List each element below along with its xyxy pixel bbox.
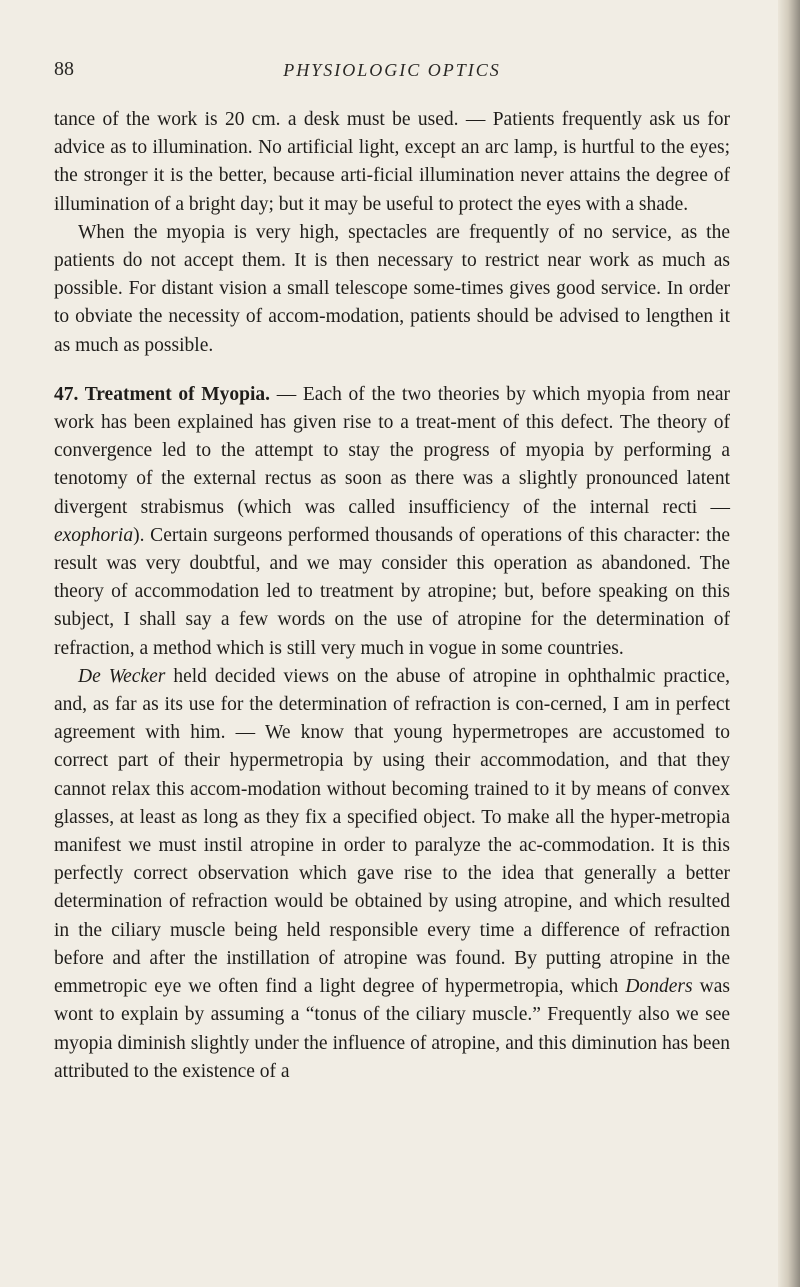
page-edge-shadow	[778, 0, 800, 1287]
paragraph-text: ). Certain surgeons performed thousands of operations of this character: the result was very doubtful, and we may consider this operation as abandoned. The theory of accommodation led to treatment by atropine; but, before speaking on this subject, I shall say a few words on the use of atropine for the determination of refraction, a method which is still very much in vogue in some countries.	[54, 524, 730, 659]
running-head: PHYSIOLOGIC OPTICS	[283, 60, 501, 80]
paragraph-treatment-of-myopia	[54, 381, 730, 663]
body-text	[54, 106, 730, 1086]
paragraph-text: was wont to explain by assuming a “tonus of the ciliary muscle.” Frequently also we see myopia diminish slightly under the influence of atropine, and this diminution has been attributed to the existence of a	[54, 976, 730, 1082]
italic-name: De Wecker	[78, 665, 166, 687]
section-heading: 47. Treatment of Myopia.	[54, 383, 271, 405]
paragraph-text: held decided views on the abuse of atropine in ophthalmic practice, and, as far as its use for the determination of refraction is con-cerned, I am in perfect agreement with him. — We know that young hypermetropes are accustomed to correct part of their hypermetropia by using their accommodation, and that they cannot relax this accom-modation without becoming trained to it by means of convex glasses, at least as long as they fix a specified object. To make all the hyper-metropia manifest we must instil atropine in order to paralyze the ac-commodation. It is this perfectly correct observation which gave rise to the idea that generally a better determination of refraction would be obtained by using atropine, and which resulted in the ciliary muscle being held responsible every time a difference of refraction before and after the instillation of atropine was found. By putting atropine in the emmetropic eye we often find a light degree of hypermetropia, which	[54, 665, 731, 998]
italic-term: exophoria	[54, 524, 134, 546]
paragraph-high-myopia: When the myopia is very high, spectacles are frequently of no service, as the patients do not accept them. It is then necessary to restrict near work as much as possible. For distant vision a small telescope some-times gives good service. In order to obviate the necessity of accom-modation, patients should be advised to lengthen it as much as possible.	[54, 221, 730, 356]
paragraph-text: — Each of the two theories by which myopia from near work has been explained has given rise to a treat-ment of this defect. The theory of convergence led to the attempt to stay the progress of myopia by performing a tenotomy of the external rectus as soon as there was a slightly pronounced latent divergent strabismus (which was called insufficiency of the internal recti —	[54, 383, 730, 518]
italic-name: Donders	[625, 976, 693, 998]
page-header	[54, 58, 730, 88]
page-number: 88	[54, 58, 74, 80]
paragraph-atropine	[54, 663, 730, 1086]
paragraph-illumination: tance of the work is 20 cm. a desk must be used. — Patients frequently ask us for advice as to illumination. No artificial light, except an arc lamp, is hurtful to the eyes; the stronger it is the better, because arti-ficial illumination never attains the degree of illumination of a bright day; but it may be useful to protect the eyes with a shade.	[54, 109, 730, 215]
